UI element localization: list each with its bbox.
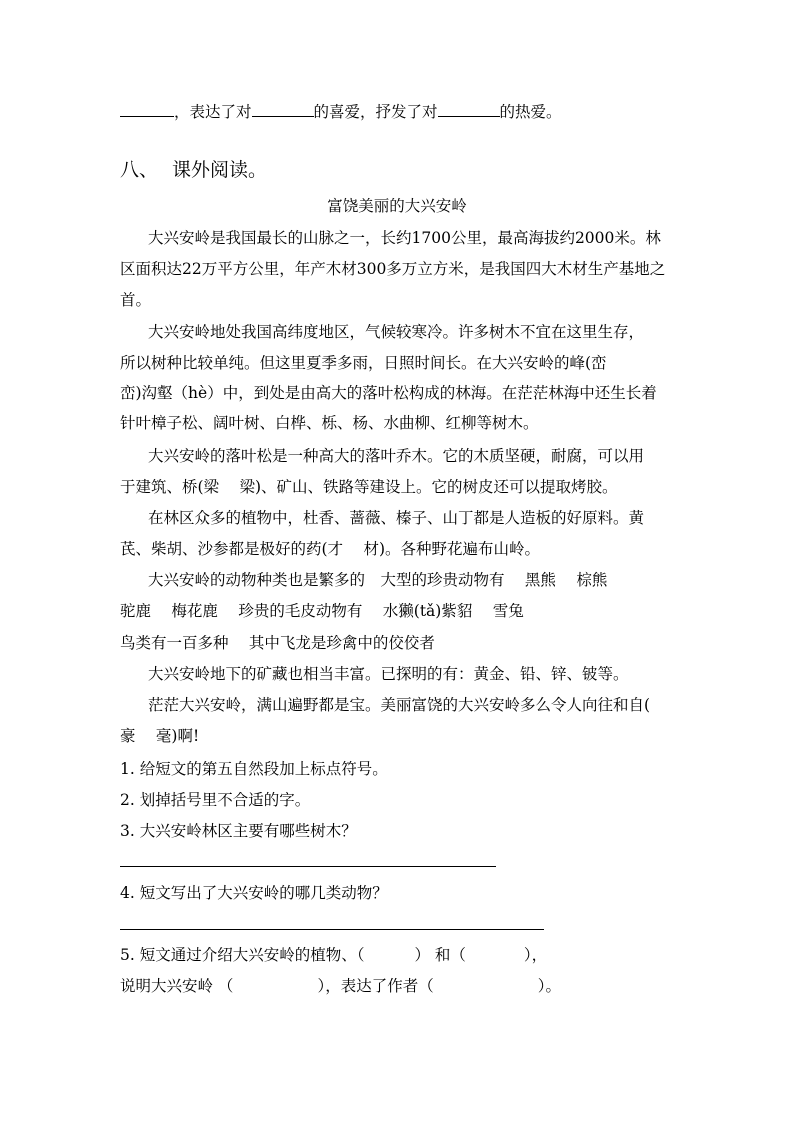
- question-5-line-2: [120, 976, 561, 996]
- fill-line-top: [120, 102, 562, 122]
- article-line: 大兴安岭地下的矿藏也相当丰富。已探明的有：黄金、铅、锌、铍等。: [148, 665, 629, 683]
- section-number: 八、: [120, 159, 159, 181]
- question-5-text: ） 和（: [414, 946, 466, 964]
- article-line: 驼鹿 梅花鹿 珍贵的毛皮动物有 水獭(tǎ)紫貂 雪兔: [120, 602, 524, 620]
- section-heading: [120, 160, 267, 180]
- article-line: 茫茫大兴安岭，满山遍野都是宝。美丽富饶的大兴安岭多么令人向往和自(: [148, 696, 651, 714]
- answer-line[interactable]: [120, 929, 544, 930]
- article-line: 在林区众多的植物中，杜香、蔷薇、榛子、山丁都是人造板的好原料。黄: [148, 509, 645, 527]
- fill-text: ，表达了对: [174, 103, 252, 121]
- section-title: 课外阅读。: [172, 159, 268, 181]
- article-title: 富饶美丽的大兴安岭: [327, 197, 467, 215]
- question-5-text: 5. 短文通过介绍大兴安岭的植物、（: [120, 946, 365, 964]
- fill-text: 的热爱。: [499, 103, 562, 121]
- article-line: 大兴安岭的落叶松是一种高大的落叶乔木。它的木质坚硬，耐腐，可以用: [148, 447, 645, 465]
- answer-blank[interactable]: [120, 102, 174, 117]
- question-4: 4. 短文写出了大兴安岭的哪几类动物？: [120, 884, 388, 902]
- article-line: 于建筑、桥(梁 梁)、矿山、铁路等建设上。它的树皮还可以提取烤胶。: [120, 478, 618, 496]
- article-line: 针叶樟子松、阔叶树、白桦、栎、杨、水曲柳、红柳等树木。: [120, 414, 539, 432]
- article-line: 峦)沟壑（hè）中，到处是由高大的落叶松构成的林海。在茫茫林海中还生长着: [120, 384, 657, 402]
- question-3: 3. 大兴安岭林区主要有哪些树木？: [120, 822, 357, 840]
- fill-text: 的喜爱，抒发了对: [313, 103, 438, 121]
- question-2: 2. 划掉括号里不合适的字。: [120, 791, 311, 809]
- answer-blank[interactable]: [438, 102, 500, 117]
- article-line: 大兴安岭地处我国高纬度地区，气候较寒冷。许多树木不宜在这里生存，: [148, 323, 645, 341]
- article-line: 所以树种比较单纯。但这里夏季多雨，日照时间长。在大兴安岭的峰(峦: [120, 354, 607, 372]
- answer-blank[interactable]: [252, 102, 314, 117]
- article-line: 首。: [120, 291, 152, 309]
- question-5-text: 说明大兴安岭 （: [120, 977, 234, 995]
- question-5-text: ）。: [537, 977, 561, 995]
- question-1: 1. 给短文的第五自然段加上标点符号。: [120, 760, 388, 778]
- question-5-text: ），表达了作者（: [317, 977, 434, 995]
- question-5-line-1: [120, 945, 547, 965]
- article-line: 芪、柴胡、沙参都是极好的药(才 材)。各种野花遍布山岭。: [120, 540, 541, 558]
- article-line: 豪 毫)啊!: [120, 727, 200, 745]
- answer-line[interactable]: [120, 866, 496, 867]
- article-line: 鸟类有一百多种 其中飞龙是珍禽中的佼佼者: [120, 634, 435, 652]
- article-line: 大兴安岭的动物种类也是繁多的 大型的珍贵动物有 黑熊 棕熊: [148, 571, 608, 589]
- question-5-text: ），: [523, 946, 548, 964]
- article-line: 大兴安岭是我国最长的山脉之一，长约1700公里，最高海拔约2000米。林: [148, 229, 661, 247]
- article-line: 区面积达22万平方公里，年产木材300多万立方米，是我国四大木材生产基地之: [120, 260, 666, 278]
